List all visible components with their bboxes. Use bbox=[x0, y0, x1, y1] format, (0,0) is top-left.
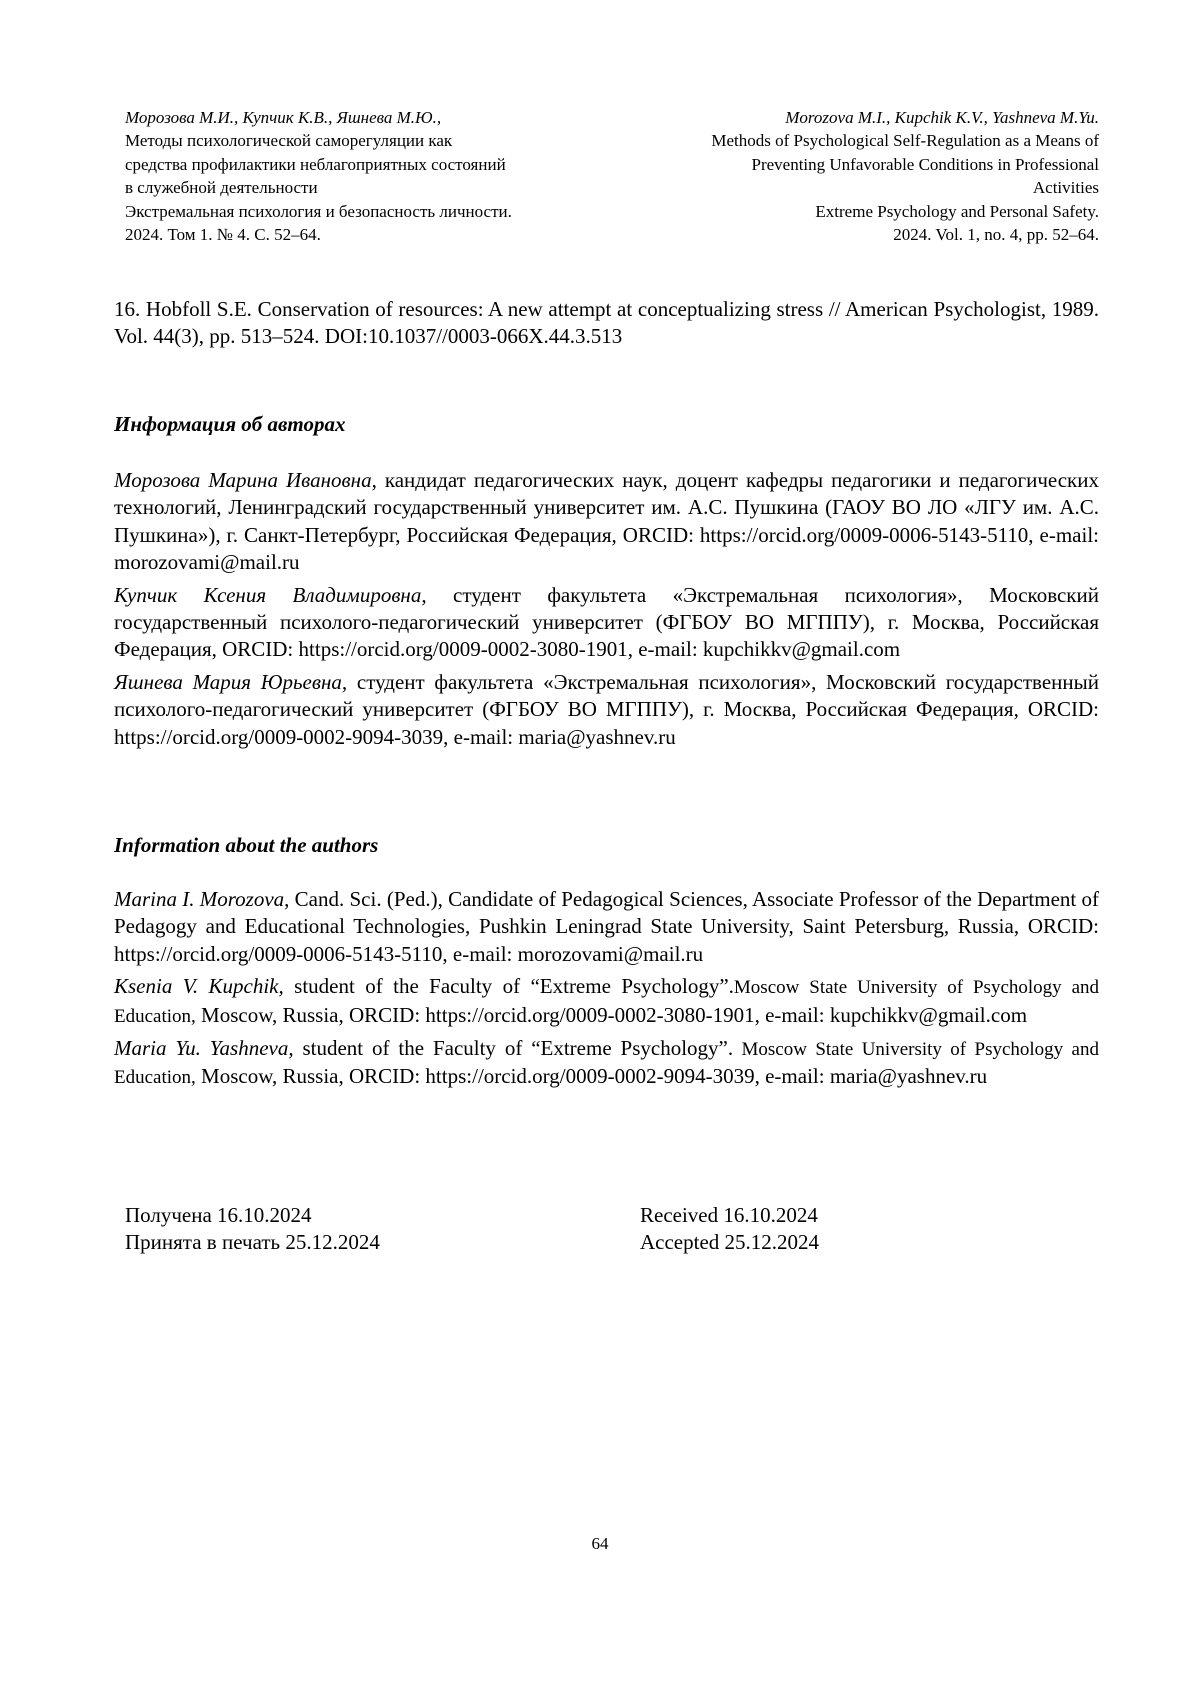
author-details: , кандидат педагогических наук, доцент кафедры педагогики и педагогических технологий, Ленинградский государственный университет им. А.С. Пушкина (ГАОУ ВО ЛО «ЛГУ им. А.С. Пушкина»), г. Санкт-Петербург, Российская Федерация, ORCID: https://orcid.org/0009-0006-5143-5110, e-mail: morozovami@mail.ru bbox=[114, 468, 1100, 575]
accepted-date-en: Accepted 25.12.2024 bbox=[640, 1230, 820, 1254]
header-citation-en: 2024. Vol. 1, no. 4, pp. 52–64. bbox=[893, 225, 1099, 245]
header-title-ru-line-2: средства профилактики неблагоприятных состояний bbox=[125, 154, 506, 174]
author-name: Яшнева Мария Юрьевна, bbox=[114, 669, 348, 694]
author-name: Maria Yu. Yashneva, bbox=[114, 1036, 294, 1061]
authors-info-ru bbox=[114, 467, 1099, 756]
accepted-date-ru: Принята в печать 25.12.2024 bbox=[125, 1230, 380, 1254]
author-details: , Cand. Sci. (Ped.), Candidate of Pedagogical Sciences, Associate Professor of the Department of Pedagogy and Educational Technologies, Pushkin Leningrad State University, Saint Petersburg, Russia, ORCID: https://orcid.org/0009-0006-5143-5110, e-mail: morozovami@mail.ru bbox=[114, 887, 1099, 966]
header-journal-ru: Экстремальная психология и безопасность личности. bbox=[125, 201, 512, 221]
running-header-en bbox=[609, 106, 1099, 246]
author-affiliation: Moscow State University of Psychology and Education, bbox=[114, 977, 1099, 1027]
header-title-ru-line-3: в служебной деятельности bbox=[125, 178, 318, 198]
author-entry-morozova-en bbox=[114, 886, 1099, 968]
author-details: студент факультета «Экстремальная психология», Московский государственный психолого-педагогический университет (ФГБОУ ВО МГППУ), г. Москва, Российская Федерация, ORCID: https://orcid.org/0009-0002-3080-1901, e-mail: kupchikkv@gmail.com bbox=[114, 582, 1099, 662]
author-role: student of the Faculty of “Extreme Psychology”. bbox=[293, 1036, 734, 1061]
author-details: студент факультета «Экстремальная психология», Московский государственный психолого-педагогический университет (ФГБОУ ВО МГППУ), г. Москва, Российская Федерация, ORCID: https://orcid.org/0009-0002-9094-3039, e-mail: maria@yashnev.ru bbox=[114, 669, 1099, 749]
author-name: Купчик Ксения Владимировна, bbox=[114, 582, 427, 607]
author-entry-yashneva-ru bbox=[114, 669, 1099, 751]
submission-dates bbox=[125, 1202, 905, 1256]
header-title-en-line-1: Methods of Psychological Self-Regulation as a Means of bbox=[711, 131, 1099, 151]
author-details: Moscow, Russia, ORCID: https://orcid.org/0009-0002-3080-1901, e-mail: kupchikkv@gmail.com bbox=[195, 1002, 1028, 1027]
running-header-ru bbox=[125, 106, 595, 246]
reference-list bbox=[114, 296, 1099, 351]
header-title-en-line-3: Activities bbox=[1032, 178, 1099, 198]
authors-info-heading-en: Information about the authors bbox=[114, 833, 379, 857]
author-entry-kupchik-en bbox=[114, 973, 1099, 1030]
author-name: Marina I. Morozova bbox=[114, 887, 285, 911]
header-title-en-line-2: Preventing Unfavorable Conditions in Professional bbox=[751, 154, 1099, 174]
author-details: Moscow, Russia, ORCID: https://orcid.org/0009-0002-9094-3039, e-mail: maria@yashnev.ru bbox=[195, 1064, 988, 1089]
header-journal-en: Extreme Psychology and Personal Safety. bbox=[815, 201, 1099, 221]
accepted-row bbox=[125, 1229, 905, 1256]
author-entry-kupchik-ru bbox=[114, 582, 1099, 664]
received-date-ru: Получена 16.10.2024 bbox=[125, 1203, 312, 1227]
author-entry-yashneva-en bbox=[114, 1035, 1099, 1092]
author-role: student of the Faculty of “Extreme Psychology”. bbox=[283, 974, 734, 999]
author-name: Ksenia V. Kupchik, bbox=[114, 974, 284, 999]
header-title-ru-line-1: Методы психологической саморегуляции как bbox=[125, 131, 453, 151]
authors-info-heading-ru: Информация об авторах bbox=[114, 412, 346, 436]
running-header bbox=[125, 106, 1099, 246]
author-name: Морозова Марина Ивановна bbox=[114, 468, 372, 492]
header-authors-ru: Морозова М.И., Купчик К.В., Яшнева М.Ю., bbox=[125, 108, 442, 127]
author-entry-morozova-ru bbox=[114, 467, 1099, 577]
reference-item: 16. Hobfoll S.E. Conservation of resources: A new attempt at conceptualizing stress // American Psychologist, 1989. Vol. 44(3), pp. 513–524. DOI:10.1037//0003-066X.44.3.513 bbox=[114, 297, 1099, 349]
header-citation-ru: 2024. Том 1. № 4. С. 52–64. bbox=[125, 225, 321, 245]
received-row bbox=[125, 1202, 905, 1229]
header-authors-en: Morozova M.I., Kupchik K.V., Yashneva M.Yu. bbox=[785, 108, 1099, 127]
received-date-en: Received 16.10.2024 bbox=[640, 1203, 818, 1227]
authors-info-en bbox=[114, 886, 1099, 1097]
page-number: 64 bbox=[591, 1534, 609, 1553]
author-affiliation: Moscow State University of Psychology and Education, bbox=[114, 1039, 1099, 1089]
